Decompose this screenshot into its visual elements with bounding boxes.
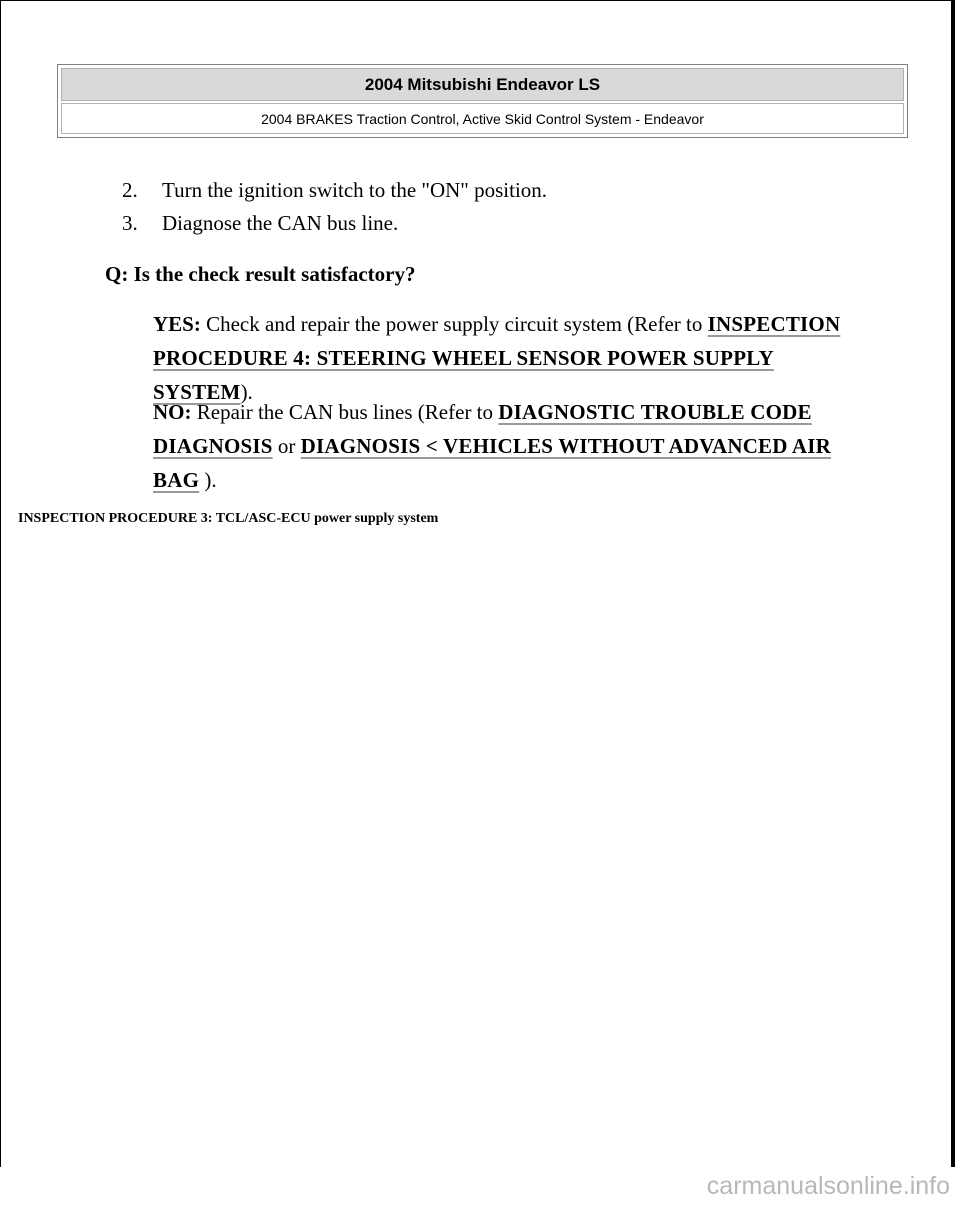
answer-no — [153, 395, 873, 497]
no-suffix: ). — [199, 468, 217, 492]
yes-label: YES: — [153, 312, 201, 336]
link-diagnostic-trouble-code-diagnosis[interactable]: DIAGNOSTIC TROUBLE CODE DIAGNOSIS — [153, 400, 812, 458]
section-heading: INSPECTION PROCEDURE 3: TCL/ASC-ECU power supply system — [18, 511, 439, 526]
document-header — [57, 64, 908, 138]
header-title: 2004 Mitsubishi Endeavor LS — [61, 68, 904, 101]
step-number: 3. — [122, 211, 138, 235]
link-inspection-procedure-4[interactable]: INSPECTION PROCEDURE 4: STEERING WHEEL SENSOR POWER SUPPLY SYSTEM — [153, 312, 841, 404]
step-text: Turn the ignition switch to the "ON" position. — [162, 178, 548, 202]
no-mid: or — [272, 434, 301, 458]
no-label: NO: — [153, 400, 192, 424]
header-subtitle: 2004 BRAKES Traction Control, Active Skid Control System - Endeavor — [61, 103, 904, 134]
yes-text: Check and repair the power supply circuit system (Refer to — [200, 312, 708, 336]
question-text: Q: Is the check result satisfactory? — [105, 262, 416, 286]
watermark: carmanualsonline.info — [706, 1172, 950, 1200]
step-number: 2. — [122, 178, 138, 202]
no-text: Repair the CAN bus lines (Refer to — [191, 400, 499, 424]
answer-yes — [153, 307, 873, 409]
step-text: Diagnose the CAN bus line. — [162, 211, 399, 235]
yes-suffix: ). — [240, 380, 253, 404]
link-diagnosis-vehicles-without-airbag[interactable]: DIAGNOSIS < VEHICLES WITHOUT ADVANCED AIR BAG — [153, 434, 832, 492]
